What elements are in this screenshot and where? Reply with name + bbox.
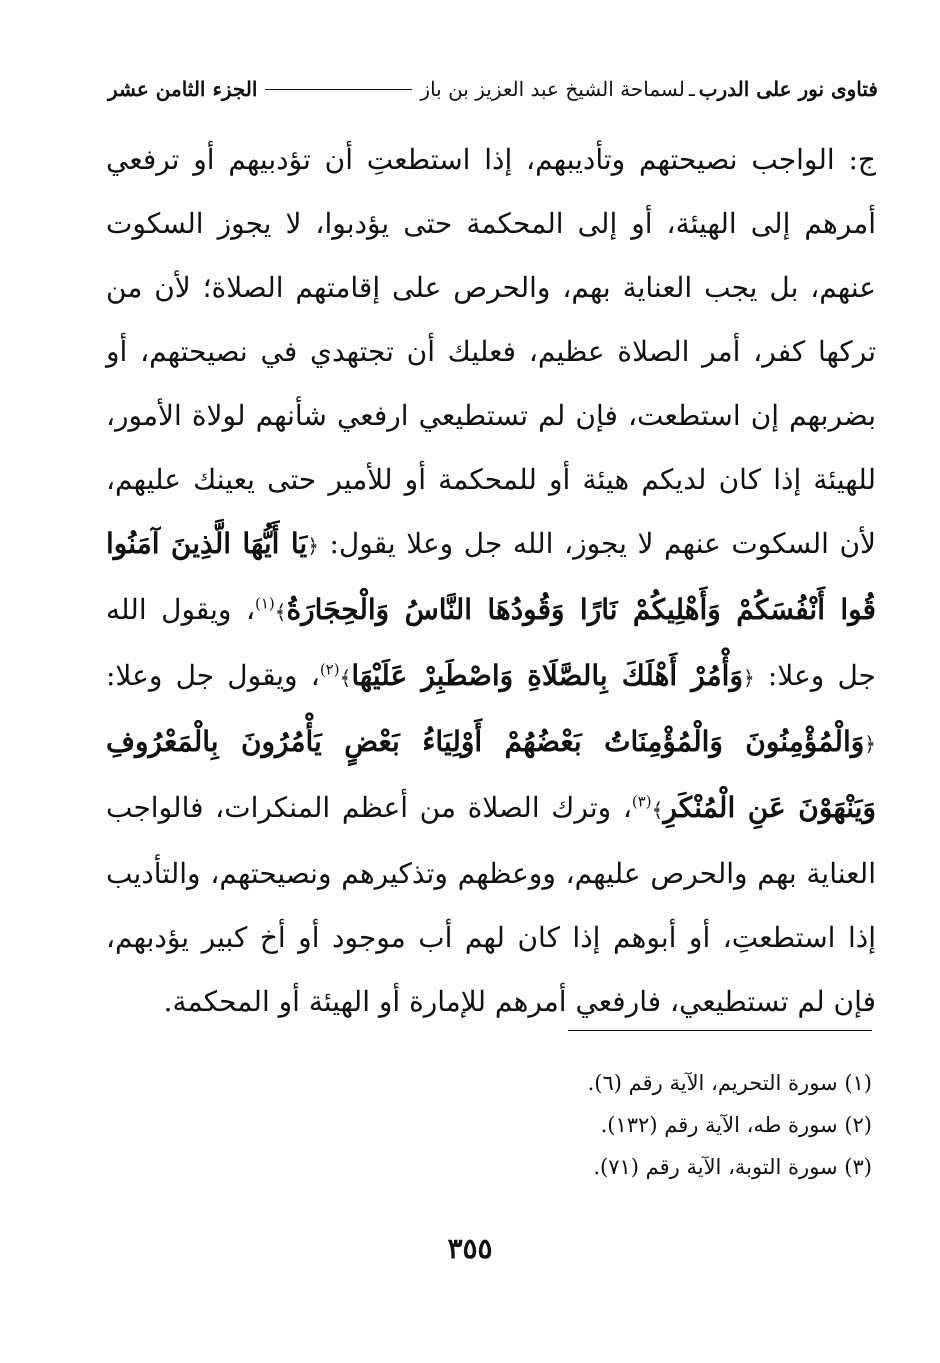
footnote-ref-2[interactable]: (٢) bbox=[319, 660, 340, 679]
page-number: ٣٥٥ bbox=[447, 1232, 493, 1265]
volume-part: الجزء الثامن عشر bbox=[108, 77, 258, 101]
answer-text: ج: الواجب نصيحتهم وتأديبهم، إذا استطعتِ أن تؤدبيهم أو ترفعي أمرهم إلى الهيئة، أو إلى المحكمة حتى يؤدبوا، لا يجوز السكوت عنهم، بل يجب العناية بهم، والحرص على إقامتهم الصلاة؛ لأن من تركها كفر، أمر الصلاة عظيم، فعليك أن تجتهدي في نصيحتهم، أو بضربهم إن استطعت، فإن لم تستطيعي ارفعي شأنهم لولاة الأمور، للهيئة إذا كان لديكم هيئة أو للمحكمة أو للأمير حتى يعينك عليهم، لأن السكوت عنهم لا يجوز، الله جل وعلا يقول: bbox=[106, 143, 877, 560]
quran-verse-taha: وَأْمُرْ أَهْلَكَ بِالصَّلَاةِ وَاصْطَبِرْ عَلَيْهَا bbox=[351, 659, 743, 692]
answer-text: ، ويقول الله جل وعلا: bbox=[106, 593, 876, 692]
ayah-open-bracket: ﴿ bbox=[742, 666, 755, 690]
footnote-ref-1[interactable]: (١) bbox=[254, 594, 275, 613]
answer-paragraph bbox=[106, 128, 876, 1034]
main-text bbox=[106, 128, 876, 1034]
footnote-divider bbox=[568, 1030, 872, 1031]
author-name: لسماحة الشيخ عبد العزيز بن باز bbox=[420, 77, 685, 101]
footnote-3: (٣) سورة التوبة، الآية رقم (٧١). bbox=[593, 1155, 872, 1179]
ayah-close-bracket: ﴾ bbox=[339, 666, 352, 690]
ayah-open-bracket: ﴿ bbox=[864, 732, 876, 756]
footnotes bbox=[300, 1062, 872, 1188]
header-separator: ـ bbox=[688, 77, 695, 101]
ayah-close-bracket: ﴾ bbox=[274, 600, 287, 624]
running-header bbox=[108, 72, 878, 106]
book-title: فتاوى نور على الدرب bbox=[698, 77, 878, 101]
quran-verse-tahrim: يَا أَيُّهَا الَّذِينَ آمَنُوا قُوا أَنْفُسَكُمْ وَأَهْلِيكُمْ نَارًا وَقُودُهَا النَّاسُ وَالْحِجَارَةُ bbox=[106, 527, 877, 626]
ayah-open-bracket: ﴿ bbox=[307, 534, 319, 558]
footnote-1: (١) سورة التحريم، الآية رقم (٦). bbox=[587, 1071, 872, 1095]
answer-text: ، ويقول جل وعلا: bbox=[106, 659, 320, 692]
footnote-ref-3[interactable]: (٣) bbox=[631, 792, 652, 811]
header-rule bbox=[265, 89, 412, 90]
ayah-close-bracket: ﴾ bbox=[651, 798, 664, 822]
footnote-2: (٢) سورة طه، الآية رقم (١٣٢). bbox=[600, 1113, 872, 1137]
quran-verse-tawbah: وَالْمُؤْمِنُونَ وَالْمُؤْمِنَاتُ بَعْضُهُمْ أَوْلِيَاءُ بَعْضٍ يَأْمُرُونَ بِالْمَعْرُوفِ وَيَنْهَوْنَ عَنِ الْمُنْكَرِ bbox=[106, 725, 876, 824]
answer-text: ، وترك الصلاة من أعظم المنكرات، فالواجب العناية بهم والحرص عليهم، ووعظهم وتذكيرهم ونصيحتهم، والتأديب إذا استطعتِ، أو أبوهم إذا كان لهم أب موجود أو أخ كبير يؤدبهم، فإن لم تستطيعي، فارفعي أمرهم للإمارة أو الهيئة أو المحكمة. bbox=[106, 791, 876, 1018]
